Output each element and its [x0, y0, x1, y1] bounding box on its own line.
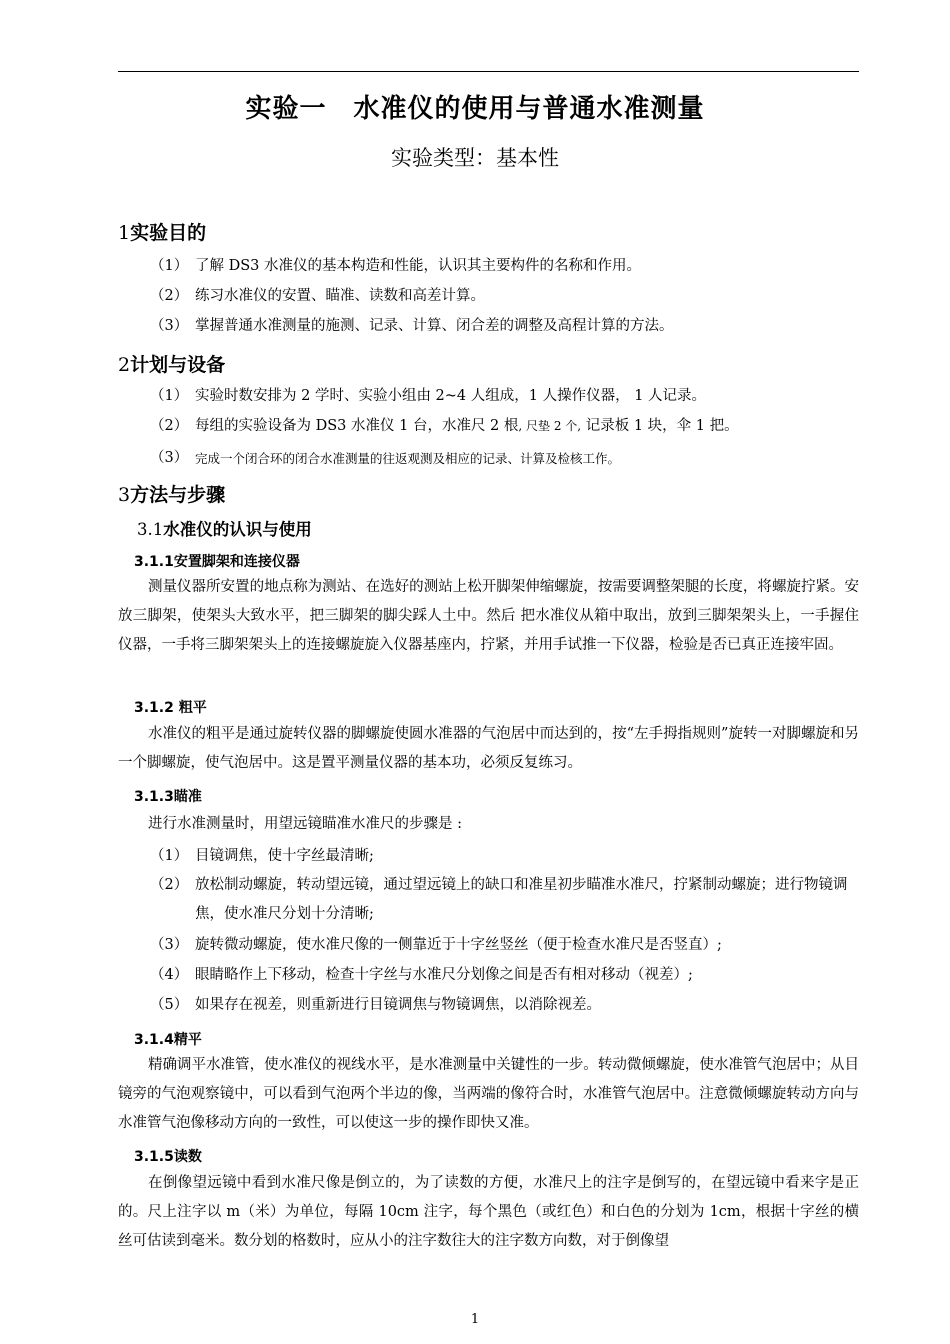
subsubsection-heading-3-1-3: 3.1.3瞄准 [134, 789, 202, 805]
section-title: 方法与步骤 [130, 484, 226, 506]
header-rule [118, 71, 859, 72]
page-title: 实验一 水准仪的使用与普通水准测量 [245, 94, 705, 124]
section-number: 1 [118, 222, 131, 244]
subsection-heading-3-1: 3.1水准仪的认识与使用 [137, 520, 312, 539]
paragraph: 进行水准测量时，用望远镜瞄准水准尺的步骤是 : [148, 816, 462, 832]
list-item: （2） 每组的实验设备为 DS3 水准仪 1 台，水准尺 2 根, 尺垫 2 个, 记录板 1 块，伞 1 把。 [150, 418, 739, 434]
list-item: （3） 完成一个闭合环的闭合水准测量的往返观测及相应的记录、计算及检核工作。 [150, 450, 621, 466]
section-heading-2 [118, 350, 225, 377]
list-item: （1） 目镜调焦，使十字丝最清晰; [150, 848, 374, 864]
list-item: （3） 旋转微动螺旋，使水准尺像的一侧靠近于十字丝竖丝（便于检查水准尺是否竖直）; [150, 937, 722, 953]
subsubsection-heading-3-1-1: 3.1.1安置脚架和连接仪器 [134, 554, 300, 570]
subsubsection-heading-3-1-2: 3.1.2 粗平 [134, 700, 207, 716]
list-item: （1） 了解 DS3 水准仪的基本构造和性能，认识其主要构件的名称和作用。 [150, 258, 641, 274]
section-number: 3 [118, 484, 131, 506]
list-item: （5） 如果存在视差，则重新进行目镜调焦与物镜调焦，以消除视差。 [150, 997, 601, 1013]
list-item: （4） 眼睛略作上下移动，检查十字丝与水准尺分划像之间是否有相对移动（视差）; [150, 967, 693, 983]
section-title: 实验目的 [130, 222, 207, 244]
list-item: （1） 实验时数安排为 2 学时、实验小组由 2~4 人组成，1 人操作仪器， 1 人记录。 [150, 388, 707, 404]
list-item: （3） 掌握普通水准测量的施测、记录、计算、闭合差的调整及高程计算的方法。 [150, 318, 674, 334]
subsubsection-heading-3-1-4: 3.1.4精平 [134, 1032, 202, 1048]
page-number: 1 [470, 1312, 480, 1327]
paragraph: 测量仪器所安置的地点称为测站、在选好的测站上松开脚架伸缩螺旋，按需要调整架腿的长度，将螺旋拧紧。安放三脚架，使架头大致水平，把三脚架的脚尖踩人土中。然后 把水准仪从箱中取出，放到三脚架架头上，一手握住仪器，一手将三脚架架头上的连接螺旋旋入仪器基座内，拧紧，并用手试推一下仪器，检验是否已真正连接牢固。 [118, 579, 859, 653]
page-subtitle: 实验类型：基本性 [391, 146, 559, 170]
paragraph: 精确调平水准管，使水准仪的视线水平，是水准测量中关键性的一步。转动微倾螺旋，使水准管气泡居中；从目镜旁的气泡观察镜中，可以看到气泡两个半边的像，当两端的像符合时，水准管气泡居中。注意微倾螺旋转动方向与水准管气泡像移动方向的一致性，可以使这一步的操作即快又准。 [118, 1057, 859, 1131]
list-item: （2） 放松制动螺旋，转动望远镜，通过望远镜上的缺口和准星初步瞄准水准尺，拧紧制动螺旋；进行物镜调焦，使水准尺分划十分清晰; [150, 877, 848, 922]
subsubsection-heading-3-1-5: 3.1.5读数 [134, 1149, 202, 1165]
section-title: 计划与设备 [130, 354, 226, 376]
paragraph: 在倒像望远镜中看到水准尺像是倒立的，为了读数的方便，水准尺上的注字是倒写的，在望远镜中看来字是正的。尺上注字以 m（米）为单位，每隔 10cm 注字，每个黑色（或红色）和白色的分划为 1cm，根据十字丝的横丝可估读到毫米。数分划的格数时，应从小的注字数往大的注字数方向数，对于倒像望 [118, 1175, 859, 1249]
section-heading-1 [118, 218, 206, 245]
section-heading-3 [118, 480, 225, 507]
list-item: （2） 练习水准仪的安置、瞄准、读数和高差计算。 [150, 288, 485, 304]
section-number: 2 [118, 354, 131, 376]
paragraph: 水准仪的粗平是通过旋转仪器的脚螺旋使圆水准器的气泡居中而达到的，按“左手拇指规则”旋转一对脚螺旋和另一个脚螺旋，使气泡居中。这是置平测量仪器的基本功，必须反复练习。 [118, 726, 859, 771]
